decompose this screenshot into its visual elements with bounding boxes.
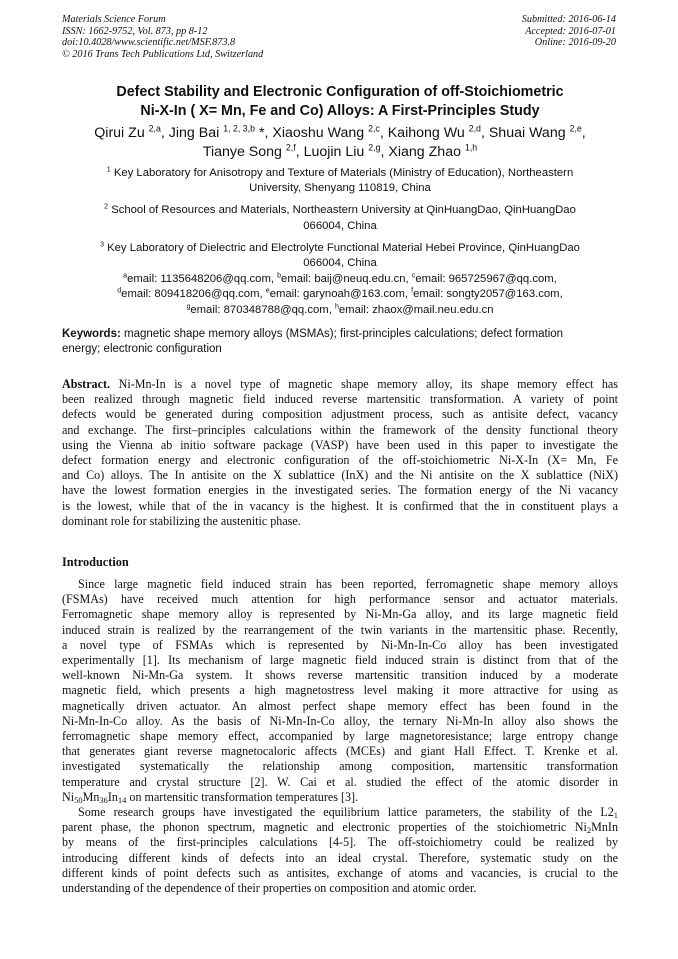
email-link[interactable]: email: garynoah@163.com, <box>269 288 409 301</box>
affiliation <box>62 241 618 271</box>
author-name: Jing Bai <box>168 125 220 141</box>
keywords-text: energy; electronic configuration <box>62 343 222 356</box>
author-affil-sup: 2,e <box>569 123 582 134</box>
paper-title <box>62 83 618 121</box>
author-line: Qirui Zu $^{2,a}$, Jing Bai $^{1, 2, 3,b}$ *, Xiaoshu Wang $^{2,c}$, Kaihong Wu $^{2,d}$, Shuai Wang $^{2,e}$, <box>94 123 586 141</box>
submission-dates <box>522 14 616 49</box>
affiliations <box>62 166 618 318</box>
journal-copyright: © 2016 Trans Tech Publications Ltd, Switzerland <box>62 48 264 60</box>
online-date: Online: 2016-09-20 <box>534 37 616 49</box>
intro-line: ferromagnetic shape memory effect, accompanied by large magnetoresistance; large entropy change <box>62 729 618 744</box>
abstract-line: using the Vienna ab initio software package (VASP) have been used in this paper to investigate the <box>62 437 618 452</box>
affiliation <box>62 166 618 196</box>
intro-line: magnetic field, which presents a high magnetostress level making it more attractive for using as <box>62 683 618 698</box>
intro-line: Ferromagnetic shape memory alloy is represented by Ni-Mn-Ga alloy, and its large magnetic field <box>62 607 618 622</box>
intro-line: Ni-Mn-In-Co alloy. As the basis of Ni-Mn-In-Co alloy, the ternary Ni-Mn-In alloy also shows the <box>62 713 618 728</box>
affiliation-text: School of Resources and Materials, Northeastern University at QinHuangDao, QinHuangDao <box>111 204 576 217</box>
intro-line: by means of the first-principles calculations [4-5]. The off-stoichiometry could be realized by <box>62 835 618 850</box>
author-affil-sup: 2,d <box>468 123 481 134</box>
abstract-label: Abstract. <box>62 377 111 391</box>
intro-line: different kinds of point defects such as antisites, exchange of atoms and vacancies, is crucial to the <box>62 865 618 880</box>
submitted-date: Submitted: 2016-06-14 <box>521 14 616 25</box>
intro-line: temperature and crystal structure [2]. W. Cai et al. studied the effect of the atomic disorder in <box>62 774 618 789</box>
author-affil-sup: 2,g <box>368 142 381 153</box>
journal-doi: doi:10.4028/www.scientific.net/MSF.873.8 <box>62 37 236 49</box>
abstract-line: dominant role for stabilizing the austenitic phase. <box>62 513 301 528</box>
journal-info <box>62 14 263 60</box>
affiliation-text: Key Laboratory for Anisotropy and Texture of Materials (Ministry of Education), Northeastern <box>113 167 574 179</box>
title-line: Defect Stability and Electronic Configuration of off-Stoichiometric <box>116 84 564 100</box>
author-affil-sup: 1, 2, 3,b <box>223 123 256 134</box>
author-affil-sup: 2,f <box>285 142 296 153</box>
intro-line: a novel type of FSMAs which is represented by Ni-Mn-In-Co alloy has been investigated <box>62 637 618 652</box>
intro-line: induced strain is realized by the rearrangement of the twin variants in the martensitic phase. Recently, <box>62 622 618 637</box>
intro-line: well-known Ni-Mn-Ga system. It shows reverse martensitic transition induced by a moderate <box>62 668 618 683</box>
author-name: Tianye Song <box>202 144 282 160</box>
email-link[interactable]: email: zhaox@mail.neu.edu.cn <box>338 303 494 316</box>
affiliation-number: 3 <box>100 241 104 249</box>
affiliation-text: Key Laboratory of Dielectric and Electrolyte Functional Material Hebei Province, QinHuangDao <box>107 241 580 254</box>
journal-name: Materials Science Forum <box>62 14 166 25</box>
abstract-line: Ni-Mn-In is a novel type of magnetic shape memory alloy, its shape memory effect has <box>118 377 618 391</box>
affiliation-text: 066004, China <box>303 219 377 232</box>
email-link[interactable]: email: 870348788@qq.com, <box>190 303 332 316</box>
intro-line: (FSMAs) have received much attention for high performance sensor and actuator materials. <box>62 592 618 607</box>
affiliation-text: 066004, China <box>303 257 377 270</box>
intro-line: investigated systematically the relationship among composition, martensitic transformation <box>62 759 618 774</box>
author-name: Qirui Zu <box>94 125 145 141</box>
abstract <box>62 377 618 529</box>
abstract-line: and exchange. The first–principles calculations within the framework of the density functional theory <box>62 422 618 437</box>
affiliation-number: 2 <box>104 204 109 212</box>
email-link[interactable]: email: 809418206@qq.com, <box>121 288 263 301</box>
author-affil-sup: 1,h <box>464 142 478 153</box>
author-name: Xiang Zhao <box>388 144 461 160</box>
intro-line: that generates giant reverse magnetocaloric affects (MCEs) and giant Hall Effect. T. Krenke et al. <box>62 744 618 759</box>
author-name: Kaihong Wu <box>387 125 465 141</box>
author-emails: $^a$email: 1135648206@qq.com, $^b$email: baij@neuq.edu.cn, $^c$email: 965725967@qq.com, $^d$email: 809418206@qq.com, $^e$email: garynoah@163.com, $^f$email: songty2057@163.com, $^g$email: 870348788@qq.com, $^h$email: zhaox@mail.neu.edu.cn <box>117 272 563 316</box>
author-name: Xiaoshu Wang <box>272 125 365 141</box>
introduction-body <box>62 577 618 896</box>
abstract-line: have the lowest formation energies in the investigated series. The formation energy of the Ni vacancy <box>62 483 618 498</box>
affiliation-text: University, Shenyang 110819, China <box>249 182 431 195</box>
intro-line: parent phase, the phonon spectrum, magnetic and electronic properties of the stoichiometric $Ni_2MnIn$ <box>62 820 618 836</box>
keywords <box>62 327 618 358</box>
author-affil-sup: 2,a <box>148 123 161 134</box>
affiliation <box>62 203 618 233</box>
intro-line: magnetically driven actuator. An almost perfect shape memory effect has been found in the <box>62 698 618 713</box>
author-line: Tianye Song $^{2,f}$, Luojin Liu $^{2,g}$, Xiang Zhao $^{1,h}$ <box>202 142 478 160</box>
email-link[interactable]: email: 965725967@qq.com, <box>415 273 557 286</box>
intro-line: Some research groups have investigated the equilibrium lattice parameters, the stability of the $L2_1$ <box>78 805 618 821</box>
author-name: Luojin Liu <box>303 144 365 160</box>
email-link[interactable]: email: baij@neuq.edu.cn, <box>281 273 409 286</box>
abstract-line: defect formation energy and electronic configuration of the off-stoichiometric Ni-X-In (X= Mn, Fe <box>62 453 618 468</box>
intro-line: introducing different kinds of defects into an ideal crystal. Therefore, systematic study on the <box>62 850 618 865</box>
intro-line: Since large magnetic field induced strain has been reported, ferromagnetic shape memory alloys <box>78 577 618 591</box>
intro-line: $Ni_{50}Mn_{36}In_{14}$ on martensitic transformation temperatures [3]. <box>62 789 359 805</box>
abstract-line: defects would be generated during composition adjustment process, such as antisite defect, vacancy <box>62 407 618 422</box>
journal-issn: ISSN: 1662-9752, Vol. 873, pp 8-12 <box>62 25 208 37</box>
abstract-line: is the lowest, while that of the in vacancy is the highest. It is confirmed that the in constituent plays a <box>62 498 618 513</box>
accepted-date: Accepted: 2016-07-01 <box>525 25 616 37</box>
author-list <box>62 124 618 162</box>
author-affil-sup: 2,c <box>368 123 380 134</box>
intro-line: understanding of the dependence of their properties on composition and atomic order. <box>62 881 477 896</box>
abstract-line: and Co) alloys. The In antisite on the X sublattice (InX) and the Ni antisite on the X sublattice (NiX) <box>62 468 618 483</box>
affiliation-number: 1 <box>106 166 111 174</box>
section-heading: Introduction <box>62 555 129 569</box>
title-line: Ni-X-In ( X= Mn, Fe and Co) Alloys: A First-Principles Study <box>140 103 540 119</box>
email-link[interactable]: email: 1135648206@qq.com, <box>127 273 274 286</box>
keywords-label: Keywords: <box>62 328 121 340</box>
keywords-text: magnetic shape memory alloys (MSMAs); first-principles calculations; defect formation <box>124 328 564 340</box>
intro-line: experimentally [1]. Its mechanism of large magnetic field induced strain is distinct from that of the <box>62 653 618 668</box>
abstract-line: been realized through magnetic field induced reverse martensitic transformation. A variety of point <box>62 392 618 407</box>
author-name: Shuai Wang <box>488 125 566 141</box>
email-link[interactable]: email: songty2057@163.com, <box>413 288 563 301</box>
